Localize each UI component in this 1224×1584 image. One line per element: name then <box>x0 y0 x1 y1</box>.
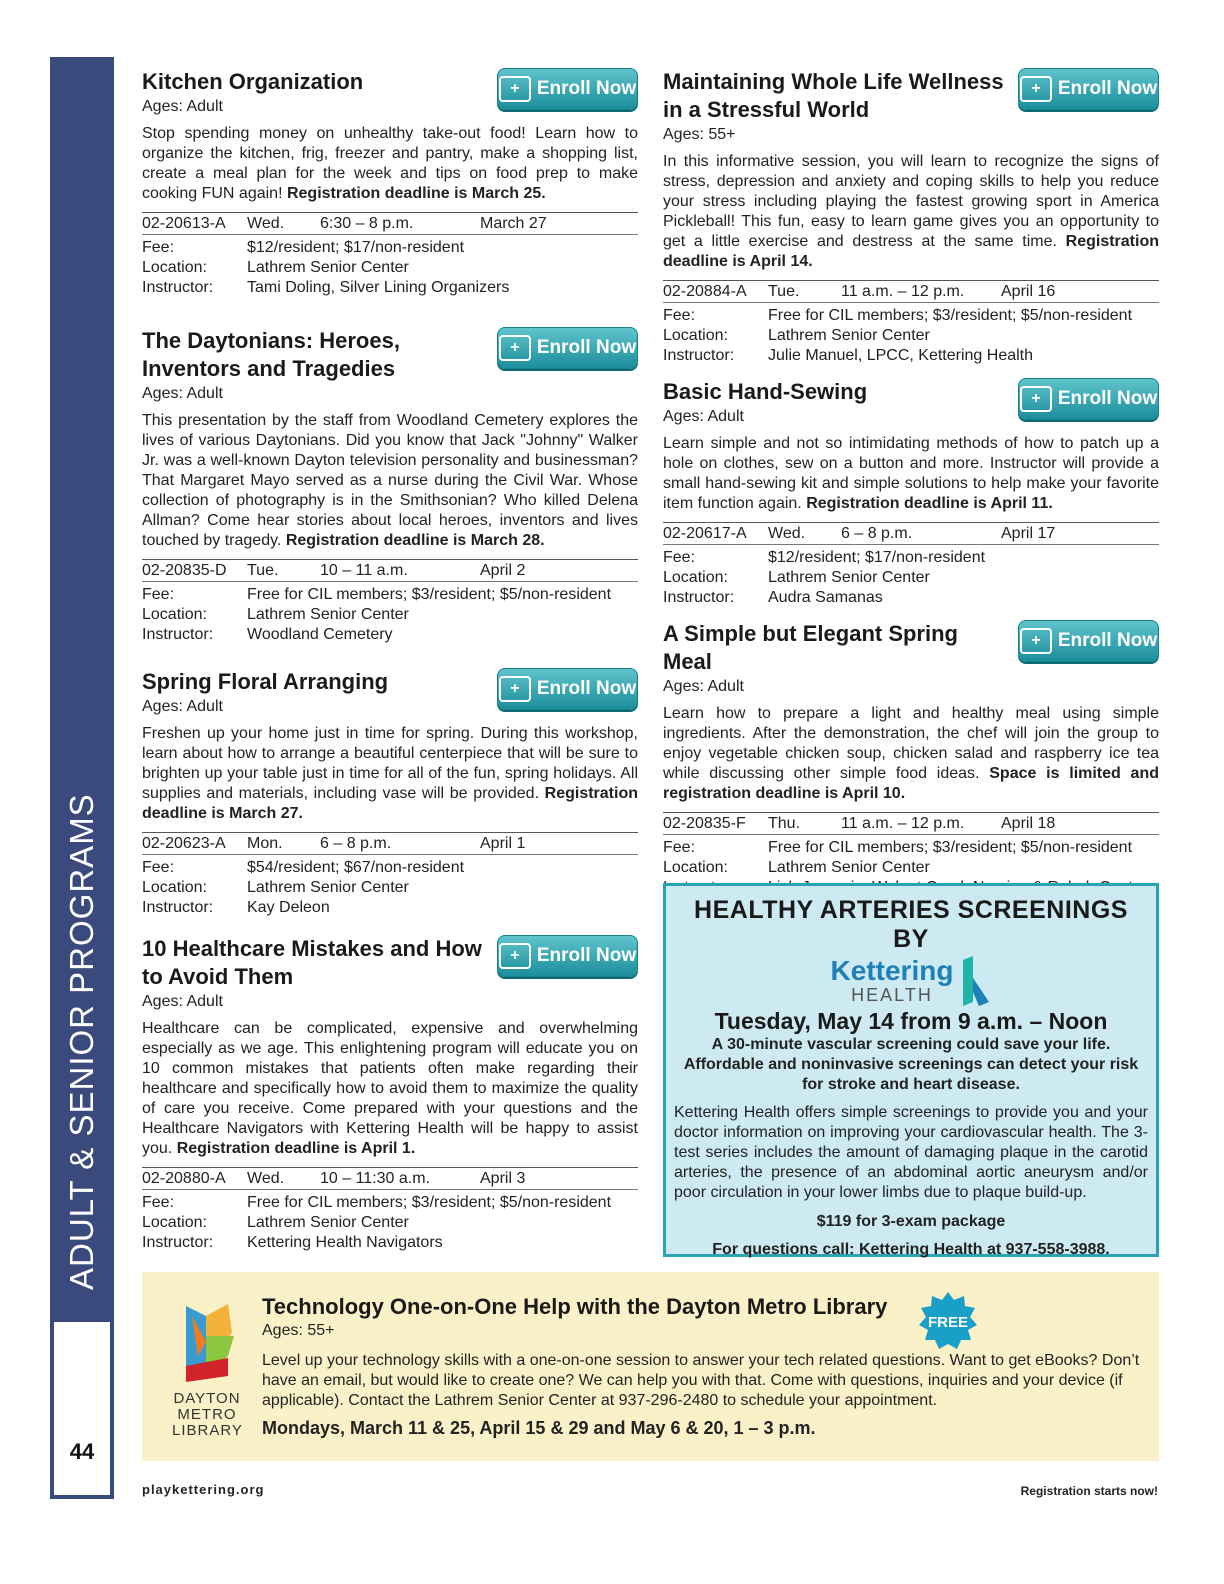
location-value: Lathrem Senior Center <box>247 606 409 623</box>
enroll-now-button[interactable] <box>497 327 638 369</box>
free-badge <box>917 1290 979 1352</box>
cart-add-icon: + <box>1020 386 1052 412</box>
instructor-label: Instructor: <box>142 1234 214 1251</box>
course-daytonians <box>142 327 638 645</box>
instructor-row <box>142 625 638 645</box>
course-deadline: Registration deadline is March 27. <box>142 785 638 822</box>
library-dates: Mondays, March 11 & 25, April 15 & 29 and May 6 & 20, 1 – 3 p.m. <box>262 1418 816 1438</box>
instructor-row <box>663 588 1159 608</box>
course-day: Wed. <box>247 1170 285 1187</box>
course-ages: Ages: Adult <box>142 98 223 115</box>
course-session-row <box>142 559 638 582</box>
location-label: Location: <box>663 569 728 586</box>
course-info <box>663 306 1159 366</box>
enroll-now-button[interactable] <box>1018 378 1159 420</box>
location-row <box>663 326 1159 346</box>
library-name-line2: METRO <box>177 1406 237 1423</box>
course-ages: Ages: 55+ <box>663 126 736 143</box>
kettering-mark-icon <box>961 956 991 1006</box>
course-desc-text: In this informative session, you will learn to recognize the signs of stress, depression and anxiety and coping skills to help you reduce your stress including playing the fastest growing sport in America Pickleball! This fun, easy to learn game gives you an opportunity to get a little exercise and destress at the same time. <box>663 153 1159 250</box>
instructor-row <box>142 1233 638 1253</box>
course-code: 02-20613-A <box>142 215 226 232</box>
course-code: 02-20835-D <box>142 562 227 579</box>
fee-row <box>663 548 1159 568</box>
instructor-row <box>142 278 638 298</box>
library-panel <box>142 1272 1159 1461</box>
course-ages: Ages: Adult <box>142 993 223 1010</box>
location-value: Lathrem Senior Center <box>247 879 409 896</box>
health-price: $119 for 3-exam package <box>816 1213 1006 1230</box>
course-desc-text: Healthcare can be complicated, expensive and overwhelming especially as we age. This enlightening program will educate you on 10 common mistakes that patients often make regarding their healthcare and specifically how to avoid them to maximize the quality of care you receive. Come prepared with your questions and the Healthcare Navigators with Kettering Health will be happy to assist you. <box>142 1020 638 1157</box>
library-name-line3: LIBRARY <box>172 1422 243 1439</box>
enroll-now-button[interactable] <box>497 668 638 710</box>
healthy-arteries-panel <box>663 883 1159 1257</box>
page-number: 44 <box>69 1439 95 1464</box>
course-spring-meal <box>663 620 1159 898</box>
course-title: Basic Hand-Sewing <box>663 379 868 404</box>
course-info <box>142 585 638 645</box>
course-desc-text: Freshen up your home just in time for spring. During this workshop, learn about how to arrange a beautiful centerpiece that will be sure to brighten up your table just in time for all of the fun, spring holidays. All supplies and materials, including vase will be provided. <box>142 725 638 802</box>
dayton-metro-library-logo <box>172 1296 242 1446</box>
fee-row <box>142 858 638 878</box>
course-date: April 3 <box>480 1170 526 1187</box>
fee-row <box>142 585 638 605</box>
course-spring-floral <box>142 668 638 918</box>
course-date: April 2 <box>480 562 526 579</box>
course-ages: Ages: Adult <box>142 698 223 715</box>
fee-row <box>142 1193 638 1213</box>
health-line1: A 30-minute vascular screening could save your life. <box>711 1036 1111 1053</box>
course-day: Wed. <box>247 215 285 232</box>
course-deadline: Registration deadline is April 11. <box>806 495 1053 512</box>
course-title: A Simple but Elegant Spring Meal <box>663 621 958 674</box>
enroll-now-button[interactable] <box>497 68 638 110</box>
cart-add-icon: + <box>1020 76 1052 102</box>
instructor-label: Instructor: <box>142 899 214 916</box>
course-date: April 16 <box>1001 283 1056 300</box>
location-label: Location: <box>142 259 207 276</box>
location-value: Lathrem Senior Center <box>768 569 930 586</box>
course-title: 10 Healthcare Mistakes and How to Avoid Them <box>142 936 482 989</box>
fee-row <box>142 238 638 258</box>
health-line2: Affordable and noninvasive screenings can detect your risk for stroke and heart disease. <box>683 1056 1139 1093</box>
location-value: Lathrem Senior Center <box>768 327 930 344</box>
location-value: Lathrem Senior Center <box>247 1214 409 1231</box>
enroll-now-button[interactable] <box>1018 620 1159 662</box>
location-value: Lathrem Senior Center <box>247 259 409 276</box>
course-deadline: Registration deadline is March 25. <box>286 185 546 202</box>
course-time: 11 a.m. – 12 p.m. <box>841 815 965 832</box>
course-ages: Ages: Adult <box>142 385 223 402</box>
health-title: HEALTHY ARTERIES SCREENINGS BY <box>694 896 1128 953</box>
fee-value: Free for CIL members; $3/resident; $5/non-resident <box>247 586 612 603</box>
course-session-row <box>142 212 638 235</box>
course-ages: Ages: Adult <box>663 408 744 425</box>
cart-add-icon: + <box>499 335 531 361</box>
course-day: Tue. <box>247 562 279 579</box>
instructor-value: Kay Deleon <box>247 899 330 916</box>
course-code: 02-20880-A <box>142 1170 226 1187</box>
library-title: Technology One-on-One Help with the Dayton Metro Library <box>262 1294 888 1319</box>
location-label: Location: <box>663 859 728 876</box>
fee-label: Fee: <box>663 307 696 324</box>
course-info <box>663 548 1159 608</box>
health-call: For questions call: Kettering Health at 937-558-3988. <box>712 1241 1110 1258</box>
course-kitchen-organization <box>142 68 638 298</box>
course-time: 11 a.m. – 12 p.m. <box>841 283 965 300</box>
footer-registration: Registration starts now! <box>1020 1484 1158 1498</box>
enroll-now-button[interactable] <box>1018 68 1159 110</box>
location-row <box>142 258 638 278</box>
course-code: 02-20617-A <box>663 525 747 542</box>
fee-label: Fee: <box>142 239 175 256</box>
cart-add-icon: + <box>499 76 531 102</box>
enroll-now-label: Enroll Now <box>1057 388 1158 409</box>
instructor-value: Julie Manuel, LPCC, Kettering Health <box>768 347 1034 364</box>
enroll-now-label: Enroll Now <box>1057 78 1158 99</box>
footer-website[interactable]: playkettering.org <box>142 1482 265 1497</box>
location-label: Location: <box>142 1214 207 1231</box>
fee-label: Fee: <box>663 839 696 856</box>
instructor-value: Woodland Cemetery <box>247 626 393 643</box>
fee-label: Fee: <box>142 1194 175 1211</box>
location-label: Location: <box>142 879 207 896</box>
instructor-label: Instructor: <box>663 589 735 606</box>
course-title: Spring Floral Arranging <box>142 669 389 694</box>
page-number-box <box>50 1322 114 1499</box>
course-session-row <box>663 522 1159 545</box>
kettering-logo-sub: HEALTH <box>851 984 933 1005</box>
free-badge-label: FREE <box>927 1314 969 1331</box>
course-date: April 18 <box>1001 815 1056 832</box>
fee-row <box>663 306 1159 326</box>
library-book-icon <box>178 1296 236 1386</box>
location-row <box>663 858 1159 878</box>
fee-value: Free for CIL members; $3/resident; $5/non-resident <box>768 307 1133 324</box>
fee-label: Fee: <box>142 586 175 603</box>
enroll-now-label: Enroll Now <box>1057 630 1158 651</box>
location-label: Location: <box>142 606 207 623</box>
instructor-row <box>663 346 1159 366</box>
enroll-now-button[interactable] <box>497 935 638 977</box>
enroll-now-label: Enroll Now <box>536 678 637 699</box>
enroll-now-label: Enroll Now <box>536 945 637 966</box>
course-code: 02-20835-F <box>663 815 746 832</box>
course-description <box>663 434 1159 514</box>
course-title: Maintaining Whole Life Wellness in a Stressful World <box>663 69 1004 122</box>
course-desc-text: Learn how to prepare a light and healthy meal using simple ingredients. After the demonstration, the chef will join the group to enjoy vegetable chicken soup, chicken salad and raspberry ice tea while discussing other simple food ideas. <box>663 705 1159 782</box>
location-row <box>142 878 638 898</box>
course-time: 10 – 11 a.m. <box>320 562 408 579</box>
enroll-now-label: Enroll Now <box>536 78 637 99</box>
course-info <box>142 238 638 298</box>
course-time: 6 – 8 p.m. <box>320 835 392 852</box>
course-description <box>142 411 638 551</box>
cart-add-icon: + <box>499 676 531 702</box>
course-time: 6:30 – 8 p.m. <box>320 215 414 232</box>
fee-value: $12/resident; $17/non-resident <box>768 549 986 566</box>
instructor-value: Tami Doling, Silver Lining Organizers <box>247 279 510 296</box>
course-session-row <box>142 1167 638 1190</box>
section-label: ADULT & SENIOR PROGRAMS <box>63 793 100 1290</box>
library-desc: Level up your technology skills with a one-on-one session to answer your tech related questions. Want to get eBooks? Don’t have an email, but would like to create one? We can help you with that. Come with questions, inquiries and your device (if applicable). Contact the Lathrem Senior Center at 937-296-2480 to schedule your appointment. <box>262 1352 1140 1409</box>
course-title: The Daytonians: Heroes, Inventors and Tragedies <box>142 328 400 381</box>
fee-label: Fee: <box>142 859 175 876</box>
fee-value: Free for CIL members; $3/resident; $5/non-resident <box>768 839 1133 856</box>
course-info <box>142 1193 638 1253</box>
course-deadline: Registration deadline is April 14. <box>663 233 1159 270</box>
instructor-label: Instructor: <box>142 626 214 643</box>
library-ages: Ages: 55+ <box>262 1322 335 1339</box>
course-date: April 1 <box>480 835 526 852</box>
course-time: 6 – 8 p.m. <box>841 525 913 542</box>
course-code: 02-20623-A <box>142 835 226 852</box>
course-hand-sewing <box>663 378 1159 608</box>
fee-label: Fee: <box>663 549 696 566</box>
course-session-row <box>142 832 638 855</box>
course-info <box>142 858 638 918</box>
course-title: Kitchen Organization <box>142 69 364 94</box>
course-deadline: Registration deadline is March 28. <box>285 532 545 549</box>
course-session-row <box>663 812 1159 835</box>
course-whole-life-wellness <box>663 68 1159 366</box>
course-date: April 17 <box>1001 525 1056 542</box>
course-description <box>663 704 1159 804</box>
course-day: Mon. <box>247 835 283 852</box>
instructor-row <box>142 898 638 918</box>
location-row <box>142 1213 638 1233</box>
location-label: Location: <box>663 327 728 344</box>
fee-value: $12/resident; $17/non-resident <box>247 239 465 256</box>
instructor-value: Audra Samanas <box>768 589 883 606</box>
location-row <box>663 568 1159 588</box>
cart-add-icon: + <box>1020 628 1052 654</box>
instructor-value: Kettering Health Navigators <box>247 1234 443 1251</box>
course-day: Thu. <box>768 815 801 832</box>
instructor-label: Instructor: <box>142 279 214 296</box>
health-date: Tuesday, May 14 from 9 a.m. – Noon <box>714 1008 1108 1034</box>
course-time: 10 – 11:30 a.m. <box>320 1170 430 1187</box>
course-healthcare-mistakes <box>142 935 638 1253</box>
cart-add-icon: + <box>499 943 531 969</box>
course-day: Tue. <box>768 283 800 300</box>
library-name-line1: DAYTON <box>173 1390 241 1407</box>
course-deadline: Registration deadline is April 1. <box>176 1140 416 1157</box>
kettering-logo <box>674 956 1148 1006</box>
course-session-row <box>663 280 1159 303</box>
enroll-now-label: Enroll Now <box>536 337 637 358</box>
course-day: Wed. <box>768 525 806 542</box>
course-description <box>142 724 638 824</box>
kettering-logo-word: Kettering <box>830 954 954 986</box>
course-date: March 27 <box>480 215 547 232</box>
course-ages: Ages: Adult <box>663 678 744 695</box>
course-description <box>142 124 638 204</box>
course-desc-text: Learn simple and not so intimidating methods of how to patch up a hole on clothes, sew on a button and more. Instructor will provide a small hand-sewing kit and simple solutions to help make your favorite item function again. <box>663 435 1159 512</box>
course-desc-text: This presentation by the staff from Woodland Cemetery explores the lives of various Daytonians. Did you know that Jack "Johnny" Walker Jr. was a well-known Dayton television personality and businessman? That Margaret Mayo served as a nurse during the Civil War. Whose collection of photography is in the Smithsonian? Who killed Delena Allman? Come hear stories about local heroes, inventors and lives touched by tragedy. <box>142 412 638 549</box>
course-deadline: Space is limited and registration deadline is April 10. <box>663 765 1160 802</box>
course-code: 02-20884-A <box>663 283 747 300</box>
course-desc-text: Stop spending money on unhealthy take-out food! Learn how to organize the kitchen, frig, freezer and pantry, make a shopping list, create a meal plan for the week and tips on food prep to make cooking FUN again! <box>142 125 638 202</box>
fee-row <box>663 838 1159 858</box>
course-description <box>663 152 1159 272</box>
fee-value: $54/resident; $67/non-resident <box>247 859 465 876</box>
instructor-label: Instructor: <box>663 347 735 364</box>
course-description <box>142 1019 638 1159</box>
fee-value: Free for CIL members; $3/resident; $5/non-resident <box>247 1194 612 1211</box>
health-body: Kettering Health offers simple screenings to provide you and your doctor information on improving your cardiovascular health. The 3-test series includes the amount of damaging plaque in the carotid arteries, the presence of an abdominal aortic aneurysm and/or poor circulation in your lower limbs due to plaque build-up. <box>674 1104 1148 1201</box>
location-row <box>142 605 638 625</box>
location-value: Lathrem Senior Center <box>768 859 930 876</box>
